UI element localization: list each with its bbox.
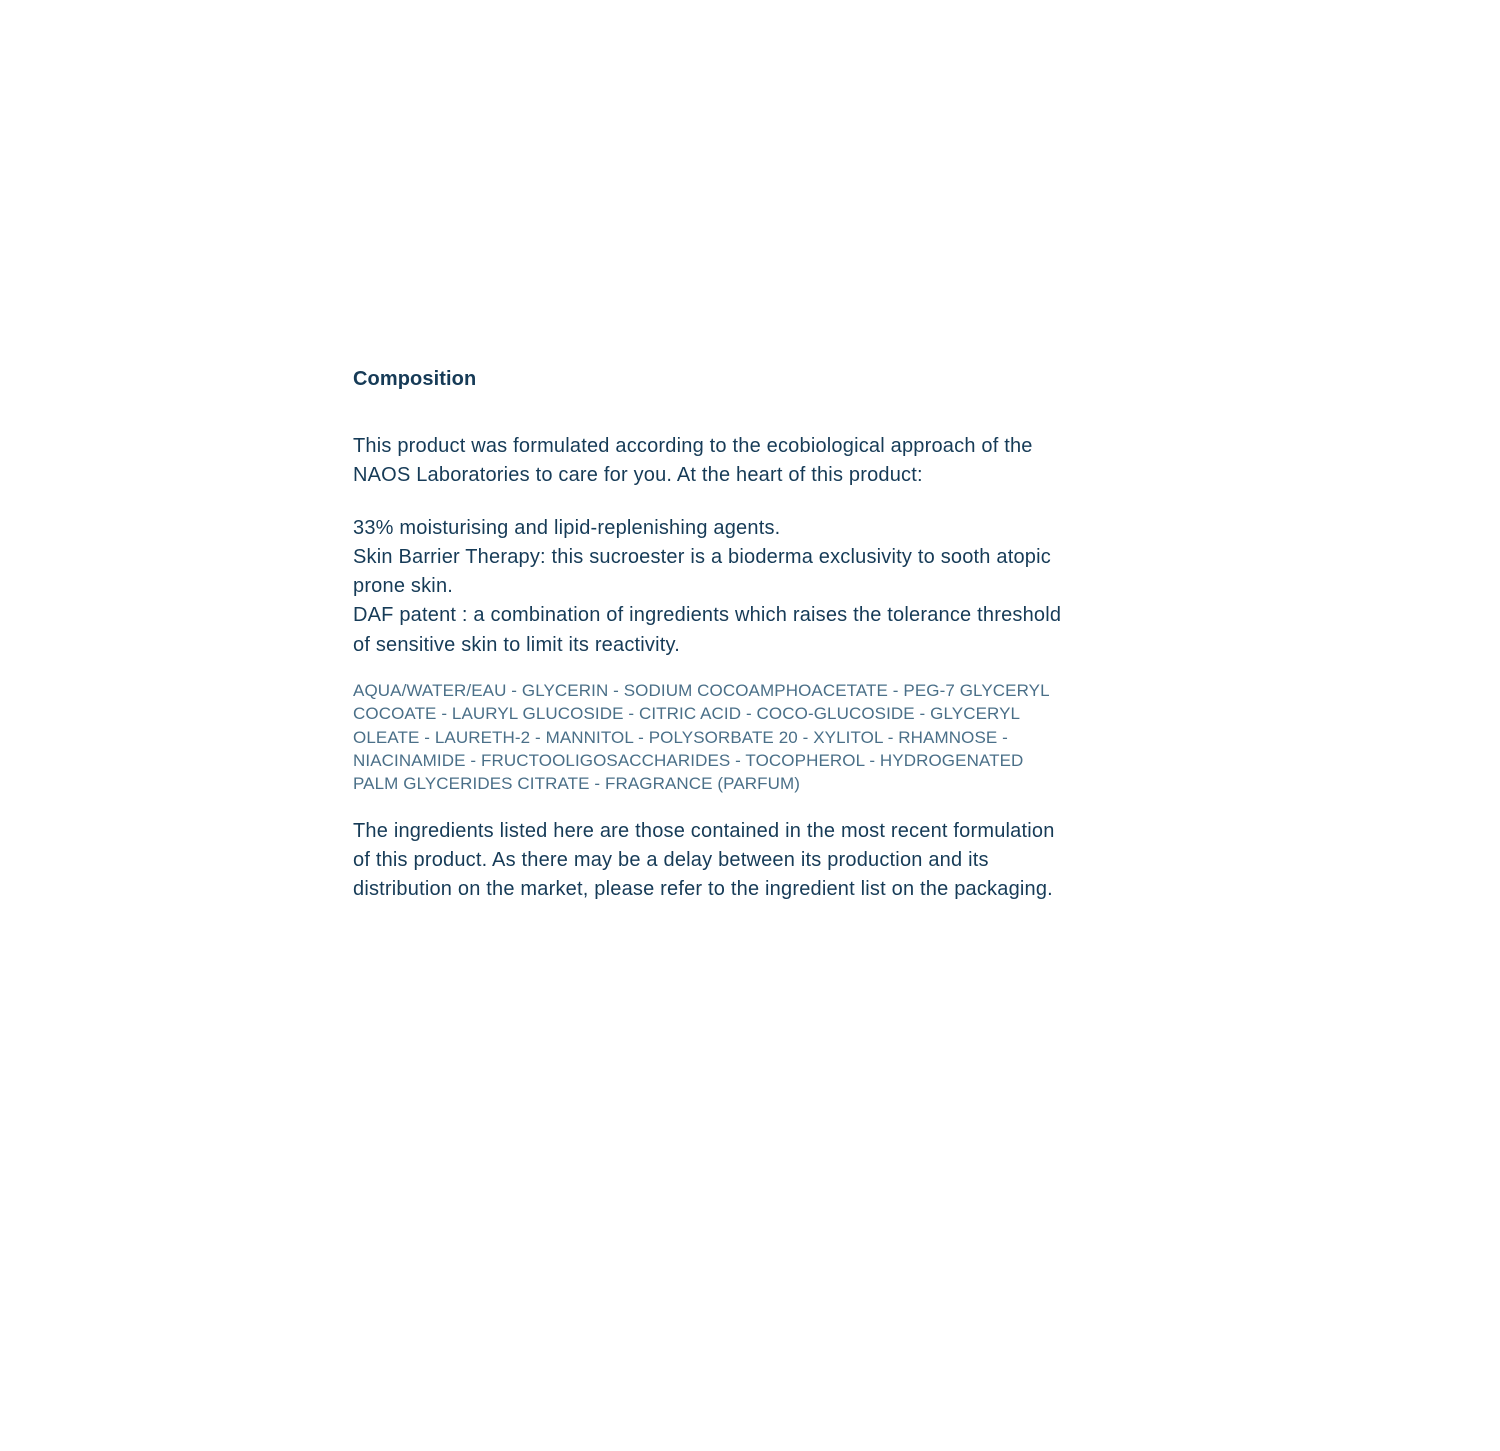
ingredient-list: AQUA/WATER/EAU - GLYCERIN - SODIUM COCOAMPHOACETATE - PEG-7 GLYCERYL COCOATE - LAURYL GLUCOSIDE - CITRIC ACID - COCO-GLUCOSIDE - GLYCERYL OLEATE - LAURETH-2 - MANNITOL - POLYSORBATE 20 - XYLITOL - RHAMNOSE - NIACINAMIDE - FRUCTOOLIGOSACCHARIDES - TOCOPHEROL - HYDROGENATED PALM GLYCERIDES CITRATE - FRAGRANCE (PARFUM) — [353, 681, 1050, 794]
composition-highlights — [353, 514, 1077, 660]
highlight-moisturising-agents: 33% moisturising and lipid-replenishing agents. — [353, 516, 781, 539]
highlight-daf-patent: DAF patent : a combination of ingredients which raises the tolerance threshold of sensitive skin to limit its reactivity. — [353, 604, 1062, 656]
composition-title: Composition — [353, 368, 477, 390]
composition-section — [353, 365, 1077, 904]
composition-intro: This product was formulated according to the ecobiological approach of the NAOS Laboratories to care for you. At the heart of this product: — [353, 435, 1033, 487]
highlight-skin-barrier-therapy: Skin Barrier Therapy: this sucroester is a bioderma exclusivity to sooth atopic prone skin. — [353, 545, 1051, 598]
ingredients-disclaimer: The ingredients listed here are those contained in the most recent formulation of this product. As there may be a delay between its production and its distribution on the market, please refer to the ingredient list on the packaging. — [353, 819, 1055, 901]
